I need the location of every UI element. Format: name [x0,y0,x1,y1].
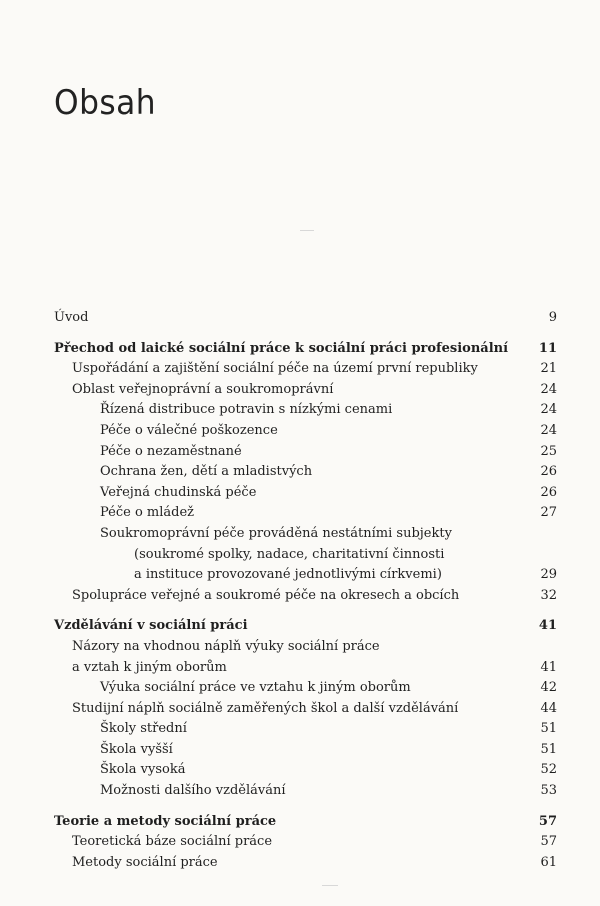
toc-page-number: 9 [548,310,557,325]
toc-entry-title: Škola vysoká [100,762,186,778]
toc-entry-row [54,832,557,853]
toc-entry-title: Metody sociální práce [72,854,218,870]
toc-entry-row [54,565,557,586]
toc-entry-title: Péče o mládež [100,505,195,521]
toc-entry-row [54,462,557,483]
toc-entry-row [54,637,557,658]
toc-entry-title: (soukromé spolky, nadace, charitativní činnosti [134,546,445,562]
toc-entry-title: Školy střední [100,721,187,737]
toc-page-number: 27 [540,505,557,521]
toc-chapter-row [54,339,557,360]
toc-entry-row [54,853,557,874]
toc-page-number: 25 [540,443,557,459]
scan-mark [322,885,338,886]
toc-page-number: 61 [540,854,557,870]
toc-page-number: 51 [540,741,557,757]
toc-entry-title: Výuka sociální práce ve vztahu k jiným oborům [100,680,411,696]
toc-entry-row [54,308,557,329]
toc-entry-title: Vzdělávání v sociální práci [54,618,248,634]
toc-entry-row [54,359,557,380]
toc-entry-row [54,400,557,421]
toc-page-number: 11 [538,340,557,356]
scan-mark [300,230,314,231]
toc-entry-title: Řízená distribuce potravin s nízkými cenami [100,402,393,418]
toc-chapter-row [54,812,557,833]
section-gap [54,606,557,616]
toc-page-number: 41 [540,659,557,675]
toc-entry-title: Škola vyšší [100,741,173,757]
table-of-contents [54,308,557,873]
toc-entry-title: Soukromoprávní péče prováděná nestátními subjekty [100,525,452,541]
toc-entry-title: Ochrana žen, dětí a mladistvých [100,464,313,480]
toc-entry-row [54,658,557,679]
toc-entry-row [54,719,557,740]
toc-page-number: 26 [540,484,557,500]
toc-page-number: 26 [540,464,557,480]
toc-entry-title: Studijní náplň sociálně zaměřených škol a další vzdělávání [72,700,459,716]
toc-page-number: 29 [540,567,557,583]
toc-entry-title: Spolupráce veřejné a soukromé péče na okresech a obcích [72,587,460,603]
toc-entry-title: Možnosti dalšího vzdělávání [100,783,286,799]
toc-entry-row [54,380,557,401]
toc-page-number: 42 [540,680,557,696]
toc-entry-title: Veřejná chudinská péče [100,484,257,500]
section-gap [54,802,557,812]
toc-entry-title: Názory na vhodnou náplň výuky sociální práce [72,638,380,654]
toc-entry-title: Péče o nezaměstnané [100,443,242,459]
toc-page-number: 51 [540,721,557,737]
toc-page-number: 32 [540,587,557,603]
toc-entry-row [54,503,557,524]
toc-entry-title: Oblast veřejnoprávní a soukromoprávní [72,381,334,397]
toc-entry-title: a vztah k jiným oborům [72,659,227,675]
toc-page-number: 44 [540,700,557,716]
toc-entry-row [54,760,557,781]
toc-page-number: 24 [540,402,557,418]
toc-page-number: 57 [540,834,557,850]
toc-page-number: 52 [540,762,557,778]
toc-entry-row [54,678,557,699]
toc-entry-row [54,699,557,720]
toc-page-number: 53 [540,783,557,799]
toc-entry-title: a instituce provozované jednotlivými církvemi) [134,567,442,583]
toc-entry-row [54,442,557,463]
toc-entry-row [54,524,557,545]
toc-entry-row [54,586,557,607]
toc-entry-title: Uspořádání a zajištění sociální péče na území první republiky [72,361,478,377]
toc-entry-row [54,740,557,761]
toc-entry-title: Teoretická báze sociální práce [72,834,273,850]
toc-page-number: 24 [540,381,557,397]
toc-entry-title: Úvod [54,310,89,325]
toc-entry-title: Teorie a metody sociální práce [54,813,277,829]
toc-chapter-row [54,616,557,637]
toc-page-number: 21 [540,361,557,377]
toc-page-number: 41 [538,618,557,634]
toc-entry-title: Péče o válečné poškozence [100,422,278,438]
toc-entry-row [54,483,557,504]
toc-entry-row [54,421,557,442]
toc-entry-row [54,545,557,566]
toc-entry-title: Přechod od laické sociální práce k sociální práci profesionální [54,340,509,356]
toc-page-number: 57 [538,813,557,829]
toc-entry-row [54,781,557,802]
page-title: Obsah [54,82,157,123]
section-gap [54,329,557,339]
toc-page-number: 24 [540,422,557,438]
